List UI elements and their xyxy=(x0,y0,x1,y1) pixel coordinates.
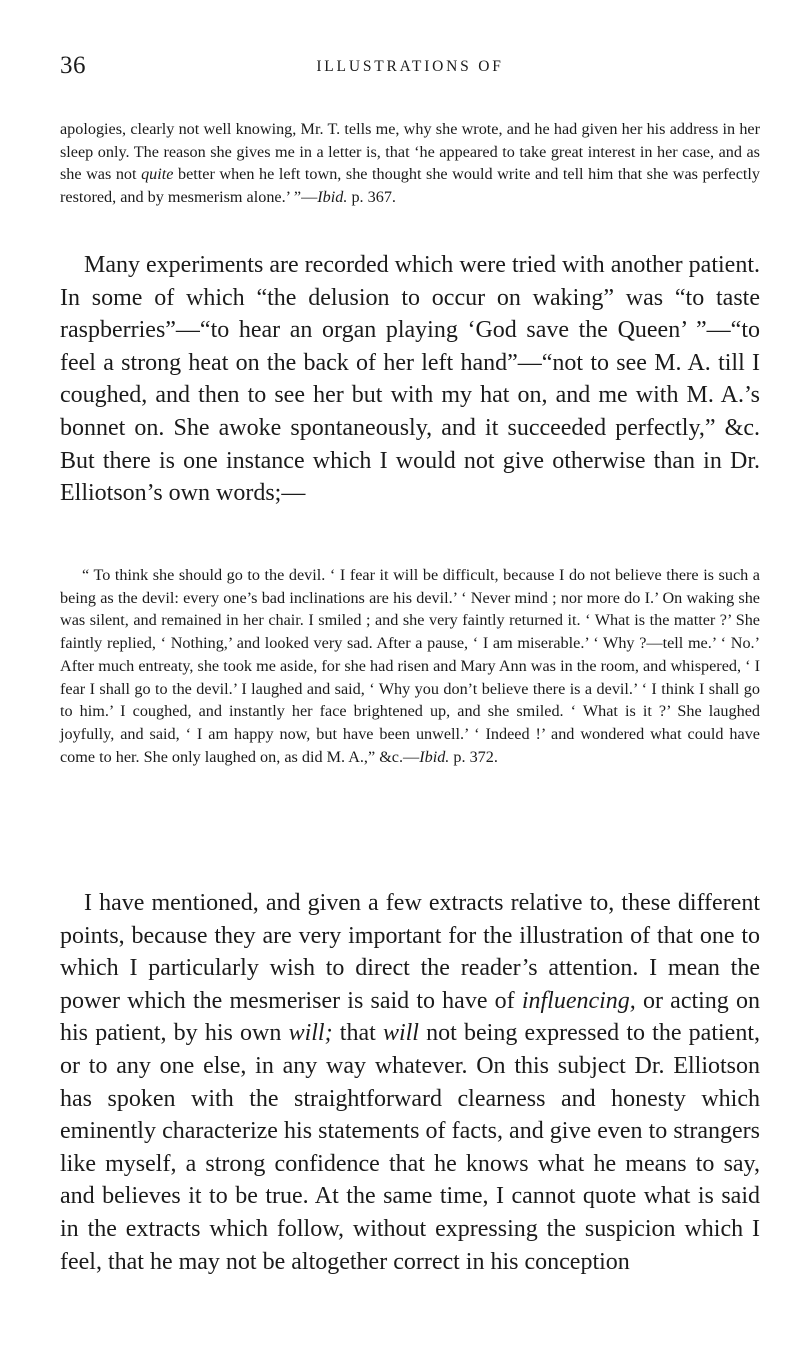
emphasis: quite xyxy=(141,165,174,184)
emphasis-will: will; xyxy=(288,1020,333,1047)
body-paragraph-experiments xyxy=(60,249,760,510)
paragraph-text: I have mentioned, and given a few extracts relative to, these different points, because they are very important for the illustration of that one to which I particularly wish to direct the reader’s attention. I mean the power which the mesmeriser is said to have of influencing, or acting on his patient, by his own will; that will not being expressed to the patient, or to any one else, in any way whatever. On this subject Dr. Elliotson has spoken with the straightforward clearness and honesty which eminently characterize his statements of facts, and give even to strangers like myself, a strong confidence that he knows what he means to say, and believes it to be true. At the same time, I cannot quote what is said in the extracts which follow, without expressing the suspicion which I feel, that he may not be altogether correct in his conception xyxy=(60,890,760,1275)
body-paragraph-influence xyxy=(60,887,760,1278)
quoted-extract-continued xyxy=(60,118,760,209)
emphasis-will: will xyxy=(382,1020,419,1047)
paragraph-text: Many experiments are recorded which were tried with another patient. In some of which “the delusion to occur on waking” was “to taste raspberries”—“to hear an organ playing ‘God save the Queen’ ”—“to feel a strong heat on the back of her left hand”—“not to see M. A. till I coughed, and then to see her but with my hat on, and me with M. A.’s bonnet on. She awoke spontaneously, and it succeeded perfectly,” &c. But there is one instance which I would not give otherwise than in Dr. Elliotson’s own words;— xyxy=(60,252,760,507)
quoted-extract-elliotson xyxy=(60,564,760,768)
page-number: 36 xyxy=(60,52,86,79)
emphasis-influencing: influencing, xyxy=(521,987,636,1014)
citation-ibid: Ibid. xyxy=(317,188,348,207)
running-head: ILLUSTRATIONS OF xyxy=(316,58,504,75)
quote-paragraph: apologies, clearly not well knowing, Mr. T. tells me, why she wrote, and he had given her his address in her sleep only. The reason she gives me in a letter is, that ‘he appeared to take great interest in her case, and as she was not quite better when he left town, she thought she would write and tell him that she was perfectly restored, and by mesmerism alone.’ ”—Ibid. p. 367. xyxy=(60,120,761,207)
citation-ibid: Ibid. xyxy=(419,747,450,766)
page-header xyxy=(60,52,760,92)
quote-paragraph: “ To think she should go to the devil. ‘ I fear it will be difficult, because I do not believe there is such a being as the devil: every one’s bad inclinations are his devil.’ ‘ Never mind ; nor more do I.’ On waking she was silent, and remained in her chair. I smiled ; and she very faintly returned it. ‘ What is the matter ?’ She faintly replied, ‘ Nothing,’ and looked very sad. After a pause, ‘ I am miserable.’ ‘ Why ?—tell me.’ ‘ No.’ After much entreaty, she took me aside, for she had risen and Mary Ann was in the room, and whispered, ‘ I fear I shall go to the devil.’ I laughed and said, ‘ Why you don’t believe there is a devil.’ ‘ I think I shall go to him.’ I coughed, and instantly her face brightened up, and she smiled. ‘ What is it ?’ She laughed joyfully, and said, ‘ I am happy now, but have been unwell.’ ‘ Indeed !’ and wondered what could have come to her. She only laughed on, as did M. A.,” &c.—Ibid. p. 372. xyxy=(60,566,760,766)
